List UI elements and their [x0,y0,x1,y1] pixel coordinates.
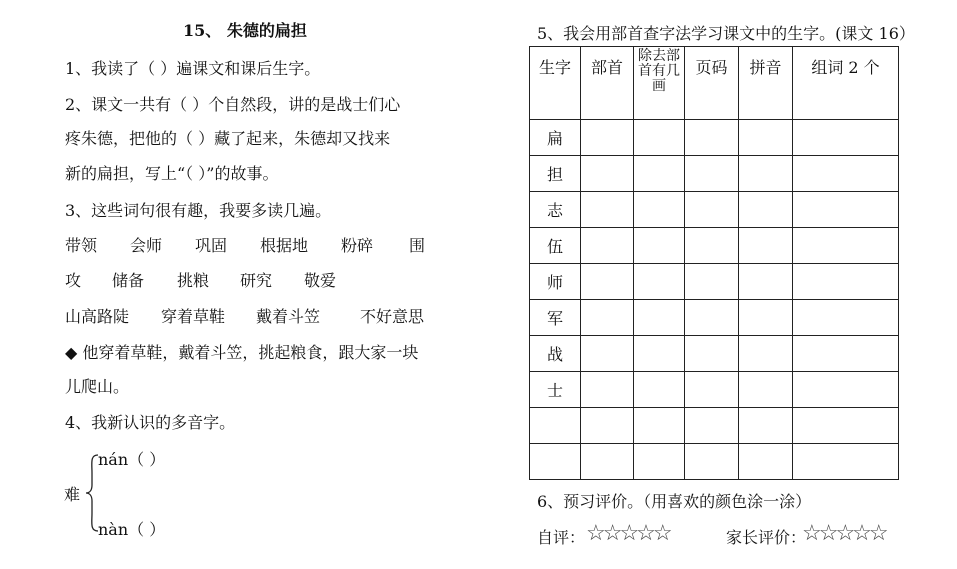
table-row [530,264,899,300]
cell[interactable] [634,120,685,156]
header-character: 生字 [530,47,581,120]
cell[interactable] [739,300,793,336]
self-evaluation-label: 自评： [537,528,586,547]
cell[interactable] [581,372,634,408]
cell[interactable] [581,264,634,300]
table-row [530,300,899,336]
row-character: 军 [530,300,581,336]
question-4: 4、我新认识的多音字。 [65,413,236,432]
polyphonic-character: 难 [64,485,81,504]
phrase: 不好意思 [360,307,425,326]
question-2-line-3: 新的扁担，写上“（ ）”的故事。 [65,164,279,183]
cell[interactable] [793,192,899,228]
cell[interactable] [793,156,899,192]
cell[interactable] [685,408,739,444]
cell[interactable] [581,156,634,192]
table-header-row [530,47,899,120]
row-character[interactable] [530,408,581,444]
cell[interactable] [581,408,634,444]
phrase: 戴着斗笠 [256,307,321,326]
cell[interactable] [739,336,793,372]
cell[interactable] [739,192,793,228]
cell[interactable] [634,156,685,192]
row-character: 扁 [530,120,581,156]
row-character[interactable] [530,444,581,480]
cell[interactable] [685,300,739,336]
table-row [530,120,899,156]
parent-rating-stars[interactable]: ☆☆☆☆☆ [802,521,886,546]
question-5: 5、我会用部首查字法学习课文中的生字。(课文 16） [537,24,915,43]
table-row [530,408,899,444]
cell[interactable] [581,444,634,480]
header-words: 组词 2 个 [793,47,899,120]
row-character: 士 [530,372,581,408]
cell[interactable] [634,372,685,408]
cell[interactable] [685,336,739,372]
header-stroke-count: 除去部首有几画 [634,47,685,120]
cell[interactable] [793,300,899,336]
cell[interactable] [634,300,685,336]
header-page: 页码 [685,47,739,120]
pinyin-nan4: nàn（ ） [98,520,166,539]
cell[interactable] [793,336,899,372]
question-2-line-2: 疼朱德，把他的（ ）藏了起来，朱德却又找来 [65,129,391,148]
row-character: 志 [530,192,581,228]
cell[interactable] [685,264,739,300]
cell[interactable] [581,120,634,156]
cell[interactable] [739,372,793,408]
question-6: 6、预习评价。（用喜欢的颜色涂一涂） [537,492,812,511]
cell[interactable] [793,120,899,156]
cell[interactable] [793,228,899,264]
table-row [530,372,899,408]
word: 敬爱 [304,271,337,290]
word: 围 [409,236,426,255]
cell[interactable] [739,264,793,300]
parent-evaluation-label: 家长评价： [726,528,807,547]
cell[interactable] [685,444,739,480]
word: 挑粮 [177,271,210,290]
header-pinyin: 拼音 [739,47,793,120]
cell[interactable] [685,372,739,408]
cell[interactable] [581,336,634,372]
word: 粉碎 [341,236,374,255]
cell[interactable] [634,408,685,444]
cell[interactable] [793,264,899,300]
cell[interactable] [793,408,899,444]
cell[interactable] [634,228,685,264]
cell[interactable] [581,228,634,264]
table-row [530,192,899,228]
cell[interactable] [739,228,793,264]
cell[interactable] [634,192,685,228]
word: 会师 [130,236,163,255]
word: 攻 [65,271,82,290]
cell[interactable] [739,408,793,444]
question-1: 1、我读了（ ）遍课文和课后生字。 [65,59,321,78]
self-rating-stars[interactable]: ☆☆☆☆☆ [586,521,670,546]
cell[interactable] [685,120,739,156]
row-character: 担 [530,156,581,192]
row-character: 伍 [530,228,581,264]
lesson-title: 15、 朱德的扁担 [183,21,307,40]
cell[interactable] [581,192,634,228]
table-row [530,228,899,264]
cell[interactable] [685,192,739,228]
word: 研究 [240,271,273,290]
cell[interactable] [793,444,899,480]
row-character: 师 [530,264,581,300]
question-2-line-1: 2、课文一共有（ ）个自然段，讲的是战士们心 [65,95,401,114]
example-sentence-line-2: 儿爬山。 [65,377,130,396]
example-sentence-line-1: ◆ 他穿着草鞋，戴着斗笠，挑起粮食，跟大家一块 [65,343,419,362]
phrase: 山高路陡 [65,307,130,326]
row-character: 战 [530,336,581,372]
word: 巩固 [195,236,228,255]
cell[interactable] [634,264,685,300]
word: 根据地 [260,236,309,255]
cell[interactable] [685,228,739,264]
table-row [530,444,899,480]
cell[interactable] [634,444,685,480]
table-row [530,156,899,192]
question-3: 3、这些词句很有趣，我要多读几遍。 [65,201,332,220]
character-table [529,46,899,480]
cell[interactable] [581,300,634,336]
cell[interactable] [739,444,793,480]
cell[interactable] [739,156,793,192]
word: 带领 [65,236,98,255]
header-radical: 部首 [581,47,634,120]
word: 储备 [112,271,145,290]
cell[interactable] [685,156,739,192]
cell[interactable] [793,372,899,408]
phrase: 穿着草鞋 [161,307,226,326]
table-row [530,336,899,372]
cell[interactable] [739,120,793,156]
pinyin-nan2: nán（ ） [98,450,166,469]
cell[interactable] [634,336,685,372]
